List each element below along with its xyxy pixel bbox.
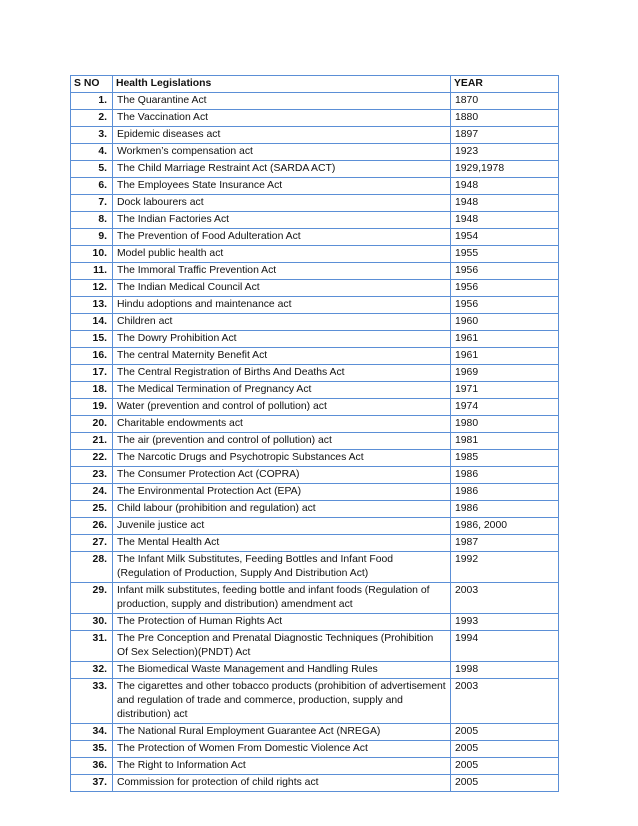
table-row [71, 467, 559, 484]
row-legislation-cell: Child labour (prohibition and regulation) act [113, 501, 451, 518]
row-year-cell: 1956 [451, 280, 559, 297]
row-legislation-cell: The Indian Factories Act [113, 212, 451, 229]
table-row [71, 127, 559, 144]
table-row [71, 110, 559, 127]
row-year-cell: 1870 [451, 93, 559, 110]
row-legislation-cell: Model public health act [113, 246, 451, 263]
row-sno-cell: 20. [71, 416, 113, 433]
row-legislation-cell: Epidemic diseases act [113, 127, 451, 144]
row-legislation-cell: The Vaccination Act [113, 110, 451, 127]
row-legislation-cell: The Central Registration of Births And Deaths Act [113, 365, 451, 382]
row-year-cell: 1971 [451, 382, 559, 399]
row-sno-cell: 18. [71, 382, 113, 399]
row-year-cell: 1998 [451, 662, 559, 679]
row-year-cell: 1974 [451, 399, 559, 416]
row-sno-cell: 33. [71, 679, 113, 724]
row-legislation-cell: The Environmental Protection Act (EPA) [113, 484, 451, 501]
row-legislation-cell: The Child Marriage Restraint Act (SARDA ACT) [113, 161, 451, 178]
row-sno-cell: 24. [71, 484, 113, 501]
row-year-cell: 1980 [451, 416, 559, 433]
row-year-cell: 1929,1978 [451, 161, 559, 178]
table-row [71, 314, 559, 331]
header-year: YEAR [451, 76, 559, 93]
table-row [71, 614, 559, 631]
row-legislation-cell: The National Rural Employment Guarantee Act (NREGA) [113, 724, 451, 741]
row-year-cell: 1948 [451, 212, 559, 229]
row-sno-cell: 29. [71, 583, 113, 614]
table-row [71, 348, 559, 365]
row-sno-cell: 3. [71, 127, 113, 144]
table-row [71, 662, 559, 679]
row-sno-cell: 16. [71, 348, 113, 365]
row-legislation-cell: The Protection of Women From Domestic Violence Act [113, 741, 451, 758]
row-legislation-cell: The Quarantine Act [113, 93, 451, 110]
row-legislation-cell: The Indian Medical Council Act [113, 280, 451, 297]
row-year-cell: 1956 [451, 263, 559, 280]
table-row [71, 382, 559, 399]
row-year-cell: 1986 [451, 501, 559, 518]
row-legislation-cell: The Medical Termination of Pregnancy Act [113, 382, 451, 399]
table-header-row [71, 76, 559, 93]
row-year-cell: 1960 [451, 314, 559, 331]
row-legislation-cell: The central Maternity Benefit Act [113, 348, 451, 365]
row-sno-cell: 5. [71, 161, 113, 178]
table-row [71, 518, 559, 535]
row-sno-cell: 37. [71, 775, 113, 792]
row-year-cell: 2005 [451, 724, 559, 741]
row-legislation-cell: Water (prevention and control of pollution) act [113, 399, 451, 416]
row-legislation-cell: The Mental Health Act [113, 535, 451, 552]
row-year-cell: 1956 [451, 297, 559, 314]
row-sno-cell: 23. [71, 467, 113, 484]
table-row [71, 195, 559, 212]
row-legislation-cell: Juvenile justice act [113, 518, 451, 535]
row-legislation-cell: Dock labourers act [113, 195, 451, 212]
row-legislation-cell: The air (prevention and control of pollution) act [113, 433, 451, 450]
row-year-cell: 1880 [451, 110, 559, 127]
row-legislation-cell: Children act [113, 314, 451, 331]
row-year-cell: 1923 [451, 144, 559, 161]
row-year-cell: 1994 [451, 631, 559, 662]
table-row [71, 178, 559, 195]
health-legislation-table [70, 75, 559, 792]
table-row [71, 758, 559, 775]
row-sno-cell: 31. [71, 631, 113, 662]
table-row [71, 535, 559, 552]
row-sno-cell: 35. [71, 741, 113, 758]
document-page [70, 75, 558, 792]
table-row [71, 484, 559, 501]
row-year-cell: 1955 [451, 246, 559, 263]
row-sno-cell: 25. [71, 501, 113, 518]
row-sno-cell: 17. [71, 365, 113, 382]
header-sno: S NO [71, 76, 113, 93]
row-year-cell: 1961 [451, 331, 559, 348]
table-row [71, 246, 559, 263]
table-row [71, 229, 559, 246]
row-legislation-cell: The Biomedical Waste Management and Handling Rules [113, 662, 451, 679]
row-sno-cell: 7. [71, 195, 113, 212]
table-row [71, 365, 559, 382]
row-sno-cell: 15. [71, 331, 113, 348]
table-row [71, 212, 559, 229]
header-legislation: Health Legislations [113, 76, 451, 93]
row-sno-cell: 36. [71, 758, 113, 775]
row-legislation-cell: Infant milk substitutes, feeding bottle and infant foods (Regulation of production, supply and distribution) amendment act [113, 583, 451, 614]
row-year-cell: 1961 [451, 348, 559, 365]
row-year-cell: 1897 [451, 127, 559, 144]
table-row [71, 297, 559, 314]
row-sno-cell: 19. [71, 399, 113, 416]
table-row [71, 161, 559, 178]
row-legislation-cell: The Infant Milk Substitutes, Feeding Bottles and Infant Food (Regulation of Production, Supply And Distribution Act) [113, 552, 451, 583]
table-row [71, 331, 559, 348]
row-year-cell: 1969 [451, 365, 559, 382]
row-year-cell: 2003 [451, 583, 559, 614]
row-sno-cell: 10. [71, 246, 113, 263]
row-legislation-cell: The Employees State Insurance Act [113, 178, 451, 195]
row-sno-cell: 2. [71, 110, 113, 127]
row-year-cell: 1986 [451, 467, 559, 484]
table-row [71, 399, 559, 416]
table-row [71, 501, 559, 518]
row-year-cell: 1948 [451, 178, 559, 195]
table-row [71, 631, 559, 662]
row-sno-cell: 9. [71, 229, 113, 246]
table-row [71, 741, 559, 758]
row-year-cell: 2005 [451, 775, 559, 792]
row-legislation-cell: The Prevention of Food Adulteration Act [113, 229, 451, 246]
row-sno-cell: 11. [71, 263, 113, 280]
table-row [71, 144, 559, 161]
row-legislation-cell: The Consumer Protection Act (COPRA) [113, 467, 451, 484]
row-legislation-cell: Commission for protection of child rights act [113, 775, 451, 792]
table-body [71, 93, 559, 792]
row-sno-cell: 26. [71, 518, 113, 535]
table-row [71, 552, 559, 583]
table-row [71, 450, 559, 467]
row-year-cell: 1987 [451, 535, 559, 552]
row-year-cell: 1954 [451, 229, 559, 246]
row-year-cell: 1992 [451, 552, 559, 583]
table-row [71, 775, 559, 792]
row-legislation-cell: Workmen’s compensation act [113, 144, 451, 161]
table-row [71, 583, 559, 614]
table-row [71, 433, 559, 450]
row-legislation-cell: The Pre Conception and Prenatal Diagnostic Techniques (Prohibition Of Sex Selection)(PNDT) Act [113, 631, 451, 662]
row-sno-cell: 12. [71, 280, 113, 297]
table-row [71, 679, 559, 724]
row-year-cell: 1986 [451, 484, 559, 501]
row-sno-cell: 21. [71, 433, 113, 450]
row-legislation-cell: The Protection of Human Rights Act [113, 614, 451, 631]
row-year-cell: 1986, 2000 [451, 518, 559, 535]
row-year-cell: 1981 [451, 433, 559, 450]
table-row [71, 724, 559, 741]
row-sno-cell: 4. [71, 144, 113, 161]
row-legislation-cell: The Dowry Prohibition Act [113, 331, 451, 348]
row-sno-cell: 6. [71, 178, 113, 195]
row-sno-cell: 22. [71, 450, 113, 467]
row-legislation-cell: The Right to Information Act [113, 758, 451, 775]
row-year-cell: 2003 [451, 679, 559, 724]
table-row [71, 280, 559, 297]
row-legislation-cell: The Immoral Traffic Prevention Act [113, 263, 451, 280]
row-sno-cell: 1. [71, 93, 113, 110]
row-sno-cell: 13. [71, 297, 113, 314]
row-sno-cell: 27. [71, 535, 113, 552]
row-legislation-cell: The Narcotic Drugs and Psychotropic Substances Act [113, 450, 451, 467]
row-sno-cell: 8. [71, 212, 113, 229]
table-row [71, 93, 559, 110]
row-legislation-cell: Charitable endowments act [113, 416, 451, 433]
row-year-cell: 2005 [451, 758, 559, 775]
row-legislation-cell: The cigarettes and other tobacco products (prohibition of advertisement and regulation of trade and commerce, production, supply and distribution) act [113, 679, 451, 724]
row-sno-cell: 28. [71, 552, 113, 583]
row-year-cell: 2005 [451, 741, 559, 758]
row-legislation-cell: Hindu adoptions and maintenance act [113, 297, 451, 314]
row-sno-cell: 32. [71, 662, 113, 679]
row-year-cell: 1985 [451, 450, 559, 467]
table-row [71, 263, 559, 280]
row-sno-cell: 30. [71, 614, 113, 631]
row-year-cell: 1993 [451, 614, 559, 631]
table-row [71, 416, 559, 433]
row-year-cell: 1948 [451, 195, 559, 212]
row-sno-cell: 34. [71, 724, 113, 741]
row-sno-cell: 14. [71, 314, 113, 331]
